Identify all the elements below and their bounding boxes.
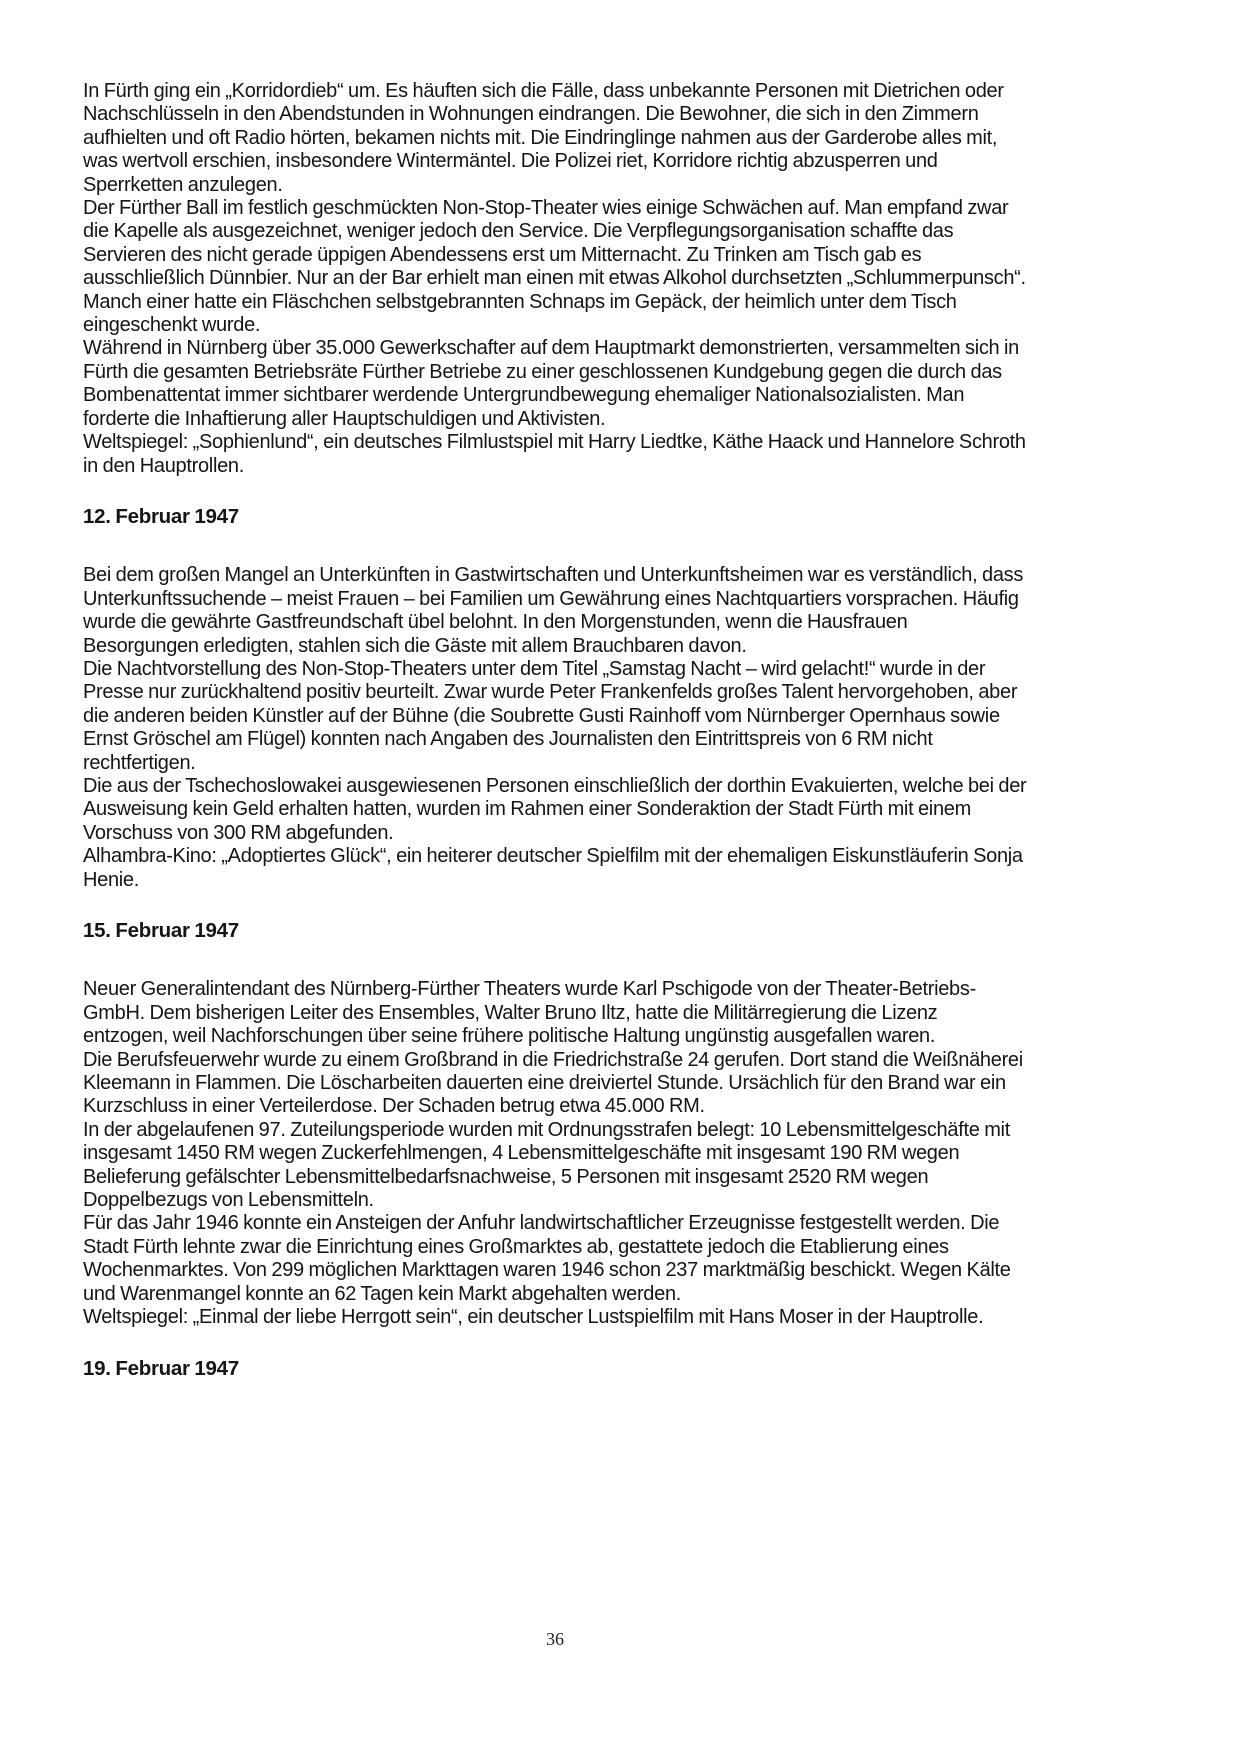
- date-heading-19-februar-1947: 19. Februar 1947: [83, 1356, 239, 1380]
- page-number: 36: [546, 1629, 564, 1649]
- chronicle-paragraph-ordnungsstrafen: In der abgelaufenen 97. Zuteilungsperiode wurden mit Ordnungsstrafen belegt: 10 Lebensmittelgeschäfte mit insgesamt 1450 RM wegen Zuckerfehlmengen, 4 Lebensmittelgeschäfte mit insgesamt 190 RM wegen Belieferung gefälschter Lebensmittelbedarfsnachweise, 5 Personen mit insgesamt 2520 RM wegen Doppelbezugs von Lebensmitteln.: [83, 1118, 1010, 1212]
- date-heading-15-februar-1947: 15. Februar 1947: [83, 919, 239, 942]
- chronicle-paragraph-weltspiegel-sophienlund: Weltspiegel: „Sophienlund“, ein deutsches Filmlustspiel mit Harry Liedtke, Käthe Haack und Hannelore Schroth in den Hauptrollen.: [83, 431, 1026, 477]
- date-heading-12-februar-1947: 12. Februar 1947: [83, 504, 239, 528]
- chronicle-paragraph-nachtvorstellung: Die Nachtvorstellung des Non-Stop-Theaters unter dem Titel „Samstag Nacht – wird gelacht!“ wurde in der Presse nur zurückhaltend positiv beurteilt. Zwar wurde Peter Frankenfelds großes Talent hervorgehoben, aber die anderen beiden Künstler auf der Bühne (die Soubrette Gusti Rainhoff vom Nürnberger Opernhaus sowie Ernst Gröschel am Flügel) konnten nach Angaben des Journalisten den Eintrittspreis von 6 RM nicht rechtfertigen.: [83, 657, 1018, 774]
- chronicle-paragraph-berufsfeuerwehr: Die Berufsfeuerwehr wurde zu einem Großbrand in die Friedrichstraße 24 gerufen. Dort stand die Weißnäherei Kleemann in Flammen. Die Löscharbeiten dauerten eine dreiviertel Stunde. Ursächlich für den Brand war ein Kurzschluss in einer Verteilerdose. Der Schaden betrug etwa 45.000 RM.: [83, 1048, 1023, 1118]
- chronicle-paragraph-nachtquartier: Bei dem großen Mangel an Unterkünften in Gastwirtschaften und Unterkunftsheimen war es verständlich, dass Unterkunftssuchende – meist Frauen – bei Familien um Gewährung eines Nachtquartiers vorsprachen. Häufig wurde die gewährte Gastfreundschaft übel belohnt. In den Morgenstunden, wenn die Hausfrauen Besorgungen erledigten, stahlen sich die Gäste mit allem Brauchbaren davon.: [83, 564, 1024, 657]
- text-column: [83, 80, 1027, 1416]
- chronicle-paragraph-fuerther-ball: Der Fürther Ball im festlich geschmückten Non-Stop-Theater wies einige Schwächen auf. Man empfand zwar die Kapelle als ausgezeichnet, weniger jedoch den Service. Die Verpflegungsorganisation schaffte das Servieren des nicht gerade üppigen Abendessens erst um Mitternacht. Zu Trinken am Tisch gab es ausschließlich Dünnbier. Nur an der Bar erhielt man einen mit etwas Alkohol durchsetzten „Schlummerpunsch“. Manch einer hatte ein Fläschchen selbstgebrannten Schnaps im Gepäck, der heimlich unter dem Tisch eingeschenkt wurde.: [83, 197, 1026, 337]
- chronicle-paragraph-kundgebung: Während in Nürnberg über 35.000 Gewerkschafter auf dem Hauptmarkt demonstrierten, versammelten sich in Fürth die gesamten Betriebsräte Fürther Betriebe zu einer geschlossenen Kundgebung gegen die durch das Bombenattentat immer sichtbarer werdende Untergrundbewegung ehemaliger Nationalsozialisten. Man forderte die Inhaftierung aller Hauptschuldigen und Aktivisten.: [83, 337, 1019, 430]
- chronicle-paragraph-tschechoslowakei: Die aus der Tschechoslowakei ausgewiesenen Personen einschließlich der dorthin Evakuierten, welche bei der Ausweisung kein Geld erhalten hatten, wurden im Rahmen einer Sonderaktion der Stadt Fürth mit einem Vorschuss von 300 RM abgefunden.: [83, 774, 1027, 844]
- chronicle-paragraph-alhambra-kino: Alhambra-Kino: „Adoptiertes Glück“, ein heiterer deutscher Spielfilm mit der ehemaligen Eiskunstläuferin Sonja Henie.: [83, 845, 1023, 891]
- chronicle-paragraph-generalintendant: Neuer Generalintendant des Nürnberg-Fürther Theaters wurde Karl Pschigode von der Theater-Betriebs-GmbH. Dem bisherigen Leiter des Ensembles, Walter Bruno Iltz, hatte die Militärregierung die Lizenz entzogen, weil Nachforschungen über seine frühere politische Haltung ungünstig ausgefallen waren.: [83, 978, 976, 1048]
- chronicle-paragraph-weltspiegel-herrgott: Weltspiegel: „Einmal der liebe Herrgott sein“, ein deutscher Lustspielfilm mit Hans Moser in der Hauptrolle.: [83, 1306, 984, 1329]
- chronicle-paragraph-wochenmarkt: Für das Jahr 1946 konnte ein Ansteigen der Anfuhr landwirtschaftlicher Erzeugnisse festgestellt werden. Die Stadt Fürth lehnte zwar die Einrichtung eines Großmarktes ab, gestattete jedoch die Etablierung eines Wochenmarktes. Von 299 möglichen Markttagen waren 1946 schon 237 marktmäßig beschickt. Wegen Kälte und Warenmangel konnte an 62 Tagen kein Markt abgehalten werden.: [83, 1212, 1011, 1305]
- chronicle-paragraph-korridordieb: In Fürth ging ein „Korridordieb“ um. Es häuften sich die Fälle, dass unbekannte Personen mit Dietrichen oder Nachschlüsseln in den Abendstunden in Wohnungen eindrangen. Die Bewohner, die sich in den Zimmern aufhielten und oft Radio hörten, bekamen nichts mit. Die Eindringlinge nahmen aus der Garderobe alles mit, was wertvoll erschien, insbesondere Wintermäntel. Die Polizei riet, Korridore richtig abzusperren und Sperrketten anzulegen.: [83, 80, 1004, 196]
